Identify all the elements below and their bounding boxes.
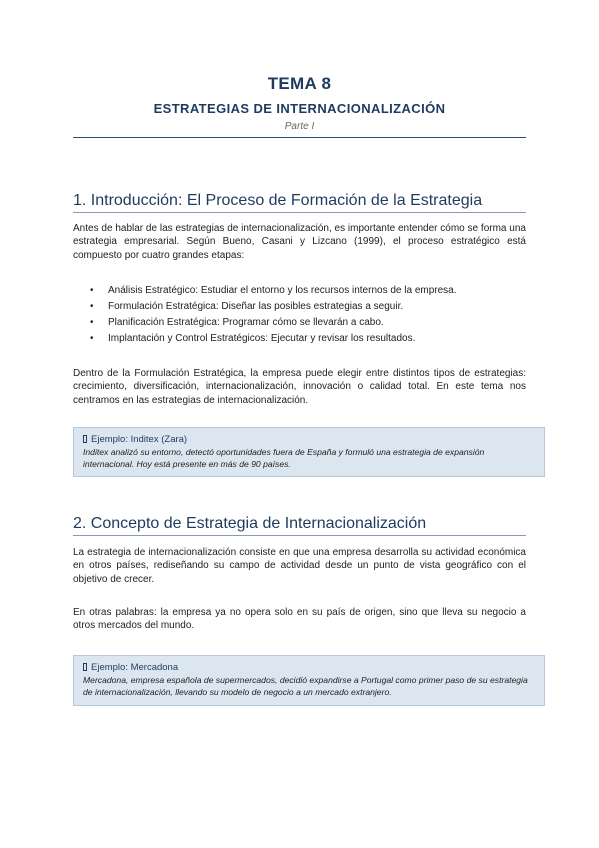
example-title: Ejemplo: Inditex (Zara)	[91, 434, 188, 445]
section-2-para-1: La estrategia de internacionalización consiste en que una empresa desarrolla su actividad económica en otros países, rediseñando su campo de actividad desde un punto de vista geográfico con el objetivo de crecer.	[73, 547, 526, 585]
topic-title: ESTRATEGIAS DE INTERNACIONALIZACIÓN	[153, 101, 446, 116]
list-item: • Formulación Estratégica: Diseñar las posibles estrategias a seguir.	[90, 299, 520, 315]
topic-number: TEMA 8	[267, 74, 332, 93]
strategy-stages-list	[90, 283, 520, 347]
title-divider	[73, 137, 526, 138]
list-item: • Planificación Estratégica: Programar cómo se llevarán a cabo.	[90, 315, 520, 331]
bullet-icon: •	[90, 285, 94, 296]
part-label: Parte I	[284, 121, 315, 132]
example-text: Mercadona, empresa española de supermercados, decidió expandirse a Portugal como primer paso de su estrategia de internacionalización, llevando su modelo de negocio a un mercado extranjero.	[83, 675, 528, 698]
example-title: Ejemplo: Mercadona	[91, 662, 179, 673]
bullet-icon: •	[90, 333, 94, 344]
list-item: • Implantación y Control Estratégicos: Ejecutar y revisar los resultados.	[90, 331, 520, 347]
section-1-heading: 1. Introducción: El Proceso de Formación de la Estrategia	[73, 192, 526, 213]
example-text: Inditex analizó su entorno, detectó oportunidades fuera de España y formuló una estrategia de expansión internacional. Hoy está presente en más de 90 países.	[83, 447, 485, 470]
list-item: • Análisis Estratégico: Estudiar el entorno y los recursos internos de la empresa.	[90, 283, 520, 299]
section-2-para-2: En otras palabras: la empresa ya no opera solo en su país de origen, sino que lleva su negocio a otros mercados del mundo.	[73, 607, 526, 632]
bullet-icon: •	[90, 317, 94, 328]
example-box-mercadona	[73, 655, 545, 706]
section-1-intro: Antes de hablar de las estrategias de internacionalización, es importante entender cómo se forma una estrategia empresarial. Según Bueno, Casani y Lizcano (1999), el proceso estratégico está compuesto por cuatro grandes etapas:	[73, 223, 526, 261]
example-box-inditex	[73, 427, 545, 477]
section-2-heading: 2. Concepto de Estrategia de Internacionalización	[73, 515, 526, 536]
example-marker-icon	[83, 435, 87, 443]
example-marker-icon	[83, 663, 87, 671]
bullet-icon: •	[90, 301, 94, 312]
section-1-closing: Dentro de la Formulación Estratégica, la empresa puede elegir entre distintos tipos de estrategias: crecimiento, diversificación, internacionalización, innovación o calidad total. En este tema nos centramos en las estrategias de internacionalización.	[73, 368, 526, 406]
